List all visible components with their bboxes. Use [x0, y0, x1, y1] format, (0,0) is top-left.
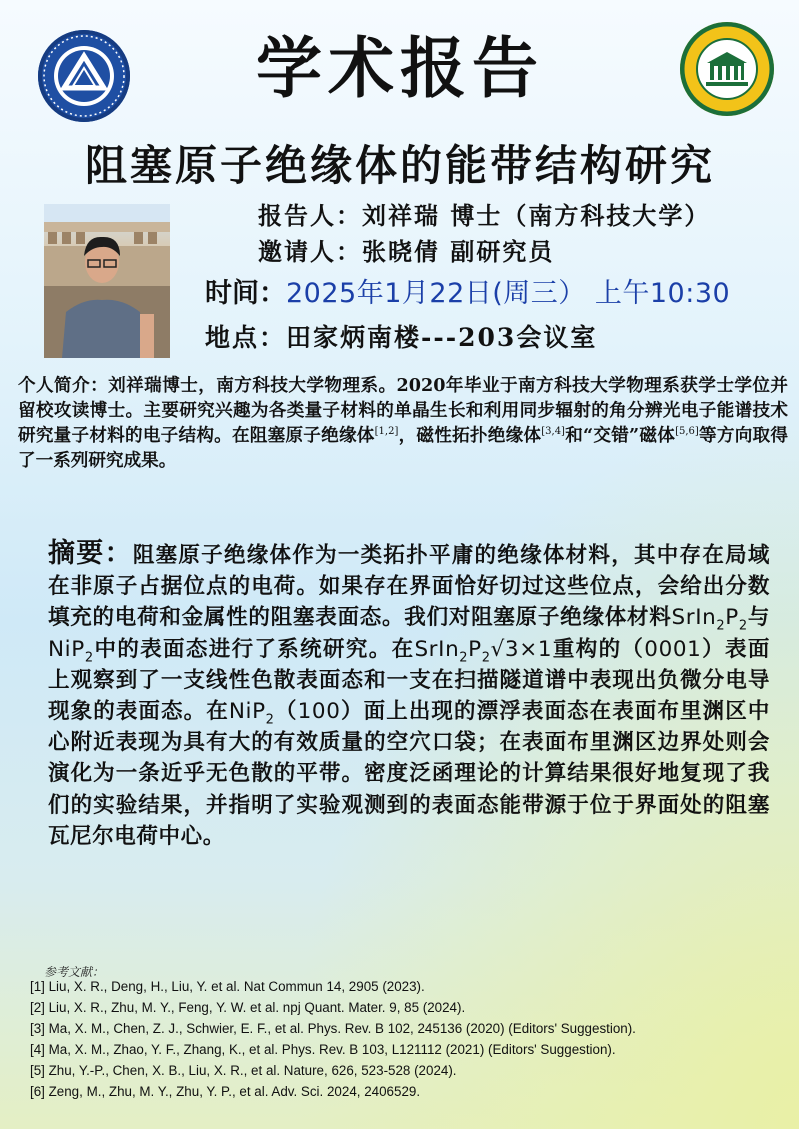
reference-item: [4] Ma, X. M., Zhao, Y. F., Zhang, K., et al. Phys. Rev. B 103, L121112 (2021) (Editors' Suggestion).	[30, 1042, 616, 1057]
formula-subscript: 2	[265, 712, 275, 728]
inviter-line	[258, 236, 554, 268]
references-title: 参考文献：	[44, 965, 105, 979]
formula-subscript: 2	[481, 649, 491, 665]
reporter-line	[258, 200, 710, 232]
talk-title: 阻塞原子绝缘体的能带结构研究	[84, 141, 715, 190]
bio-citation: [5,6]	[675, 426, 699, 438]
abstract-text: ）面上出现的漂浮表面态在表面布里渊区中心附近表现为具有大的有效质量的空穴口袋；在表面布里渊区边界处则会演化为一条近乎无色散的平带。密度泛函理论的计算结果很好地复现了我们的实验结果，并指明了实验观测到的表面态能带源于位于界面处的阻塞瓦尼尔电荷中心。	[48, 699, 770, 849]
abstract-text: ）表面上观察到了一支线性色散表面态和一支在扫描隧道谱中表现出负微分电导现象的表面态。在	[48, 636, 770, 725]
place-value: 田家炳南楼---203会议室	[286, 323, 598, 352]
reporter-label: 报告人：	[258, 201, 362, 230]
formula-text: P	[468, 636, 482, 662]
bio-text: ，磁性拓扑绝缘体	[398, 425, 542, 446]
formula-subscript: 2	[738, 618, 748, 634]
formula-text: SrIn	[414, 636, 460, 662]
abstract-heading: 摘要：	[48, 538, 133, 569]
reference-item: [5] Zhu, Y.-P., Chen, X. B., Liu, X. R., et al. Nature, 626, 523-528 (2024).	[30, 1063, 457, 1078]
formula-subscript: 2	[84, 649, 94, 665]
reference-item: [6] Zeng, M., Zhu, M. Y., Zhu, Y. P., et al. Adv. Sci. 2024, 2406529.	[30, 1084, 421, 1099]
page-title: 学术报告	[256, 29, 544, 107]
bio-citation: [1,2]	[374, 426, 399, 438]
speaker-portrait-icon	[44, 204, 170, 358]
inviter-label: 邀请人：	[258, 237, 362, 266]
formula-subscript: 2	[459, 649, 469, 665]
abstract	[48, 538, 770, 852]
reference-item: [2] Liu, X. R., Zhu, M. Y., Feng, Y. W. et al. npj Quant. Mater. 9, 85 (2024).	[30, 1000, 466, 1015]
school-of-physics-logo	[38, 30, 130, 122]
formula-text: NiP	[48, 636, 85, 662]
bio-citation: [3,4]	[541, 426, 565, 438]
speaker-bio	[18, 373, 788, 473]
reference-item: [1] Liu, X. R., Deng, H., Liu, Y. et al. Nat Commun 14, 2905 (2023).	[30, 979, 425, 994]
university-seal	[680, 22, 774, 116]
bio-text: 等方向取得了一系列研究成果。	[18, 425, 788, 471]
reference-item: [3] Ma, X. M., Chen, Z. J., Schwier, E. F., et al. Phys. Rev. B 102, 245136 (2020) (Editors' Suggestion).	[30, 1021, 636, 1036]
time-value: 2025年1月22日(周三） 上午10:30	[286, 278, 731, 309]
abstract-text: （	[274, 699, 298, 725]
inviter-value: 张晓倩 副研究员	[362, 237, 555, 266]
speaker-photo	[44, 204, 170, 358]
formula-text: 100	[297, 699, 341, 725]
place-label: 地点：	[205, 323, 287, 352]
formula-text: P	[725, 605, 739, 631]
time-line	[205, 276, 730, 312]
abstract-text: 中的表面态进行了系统研究。在	[93, 636, 415, 662]
formula-text: NiP	[228, 699, 266, 725]
school-logo-emblem-icon	[38, 30, 130, 122]
place-line	[205, 322, 597, 354]
formula-text: 0001	[644, 636, 702, 662]
reporter-value: 刘祥瑞 博士（南方科技大学）	[362, 201, 711, 230]
abstract-text: 重构的（	[552, 636, 645, 662]
bio-text: 个人简介：刘祥瑞博士，南方科技大学物理系。2020年毕业于南方科技大学物理系获学士学位并留校攻读博士。主要研究兴趣为各类量子材料的单晶生长和利用同步辐射的角分辨光电子能谱技术研究量子材料的电子结构。在阻塞原子绝缘体	[18, 375, 788, 446]
bio-text: 和“交错”磁体	[564, 425, 676, 446]
abstract-text: 阻塞原子绝缘体作为一类拓扑平庸的绝缘体材料，其中存在局域在非原子占据位点的电荷。如果存在界面恰好切过这些位点，会给出分数填充的电荷和金属性的阻塞表面态。我们对阻塞原子绝缘体材料	[48, 543, 770, 631]
formula-text: SrIn	[671, 605, 717, 631]
abstract-text: 与	[747, 605, 770, 631]
formula-text: √3×1	[490, 636, 553, 662]
formula-subscript: 2	[716, 618, 726, 634]
university-seal-emblem-icon	[680, 22, 774, 116]
time-label: 时间：	[205, 278, 286, 309]
